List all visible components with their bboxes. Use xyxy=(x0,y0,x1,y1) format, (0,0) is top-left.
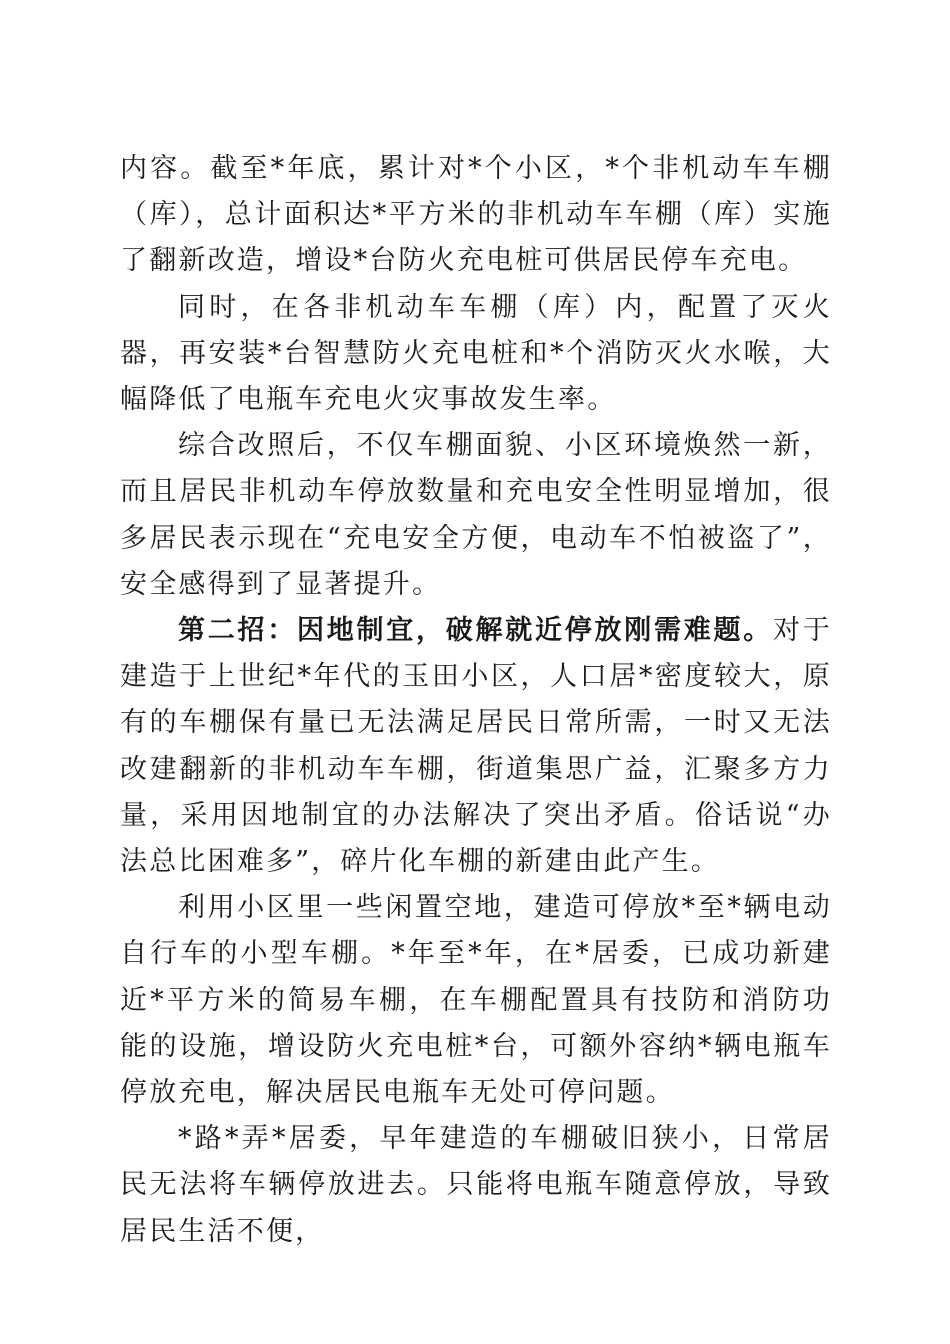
paragraph-1: 内容。截至*年底，累计对*个小区，*个非机动车车棚（库），总计面积达*平方米的非机动车车棚（库）实施了翻新改造，增设*台防火充电桩可供居民停车充电。 xyxy=(120,153,832,277)
paragraph-6: *路*弄*居委，早年建造的车棚破旧狭小，日常居民无法将车辆停放进去。只能将电瓶车随意停放，导致居民生活不便， xyxy=(120,1123,832,1247)
document-body xyxy=(120,146,832,1255)
paragraph-3: 综合改照后，不仅车棚面貌、小区环境焕然一新，而且居民非机动车停放数量和充电安全性明显增加，很多居民表示现在“充电安全方便，电动车不怕被盗了”，安全感得到了显著提升。 xyxy=(120,430,832,600)
paragraph-4 xyxy=(120,608,832,885)
paragraph-5: 利用小区里一些闲置空地，建造可停放*至*辆电动自行车的小型车棚。*年至*年，在*居委，已成功新建近*平方米的简易车棚，在车棚配置具有技防和消防功能的设施，增设防火充电桩*台，可额外容纳*辆电瓶车停放充电，解决居民电瓶车无处可停问题。 xyxy=(120,892,832,1109)
paragraph-4-bold-heading: 第二招：因地制宜，破解就近停放刚需难题。 xyxy=(178,615,774,647)
paragraph-4-text: 对于建造于上世纪*年代的玉田小区，人口居*密度较大，原有的车棚保有量已无法满足居民日常所需，一时又无法改建翻新的非机动车车棚，街道集思广益，汇聚多方力量，采用因地制宜的办法解决了突出矛盾。俗话说“办法总比困难多”，碎片化车棚的新建由此产生。 xyxy=(120,615,832,878)
paragraph-2: 同时，在各非机动车车棚（库）内，配置了灭火器，再安装*台智慧防火充电桩和*个消防灭火水喉，大幅降低了电瓶车充电火灾事故发生率。 xyxy=(120,291,832,416)
